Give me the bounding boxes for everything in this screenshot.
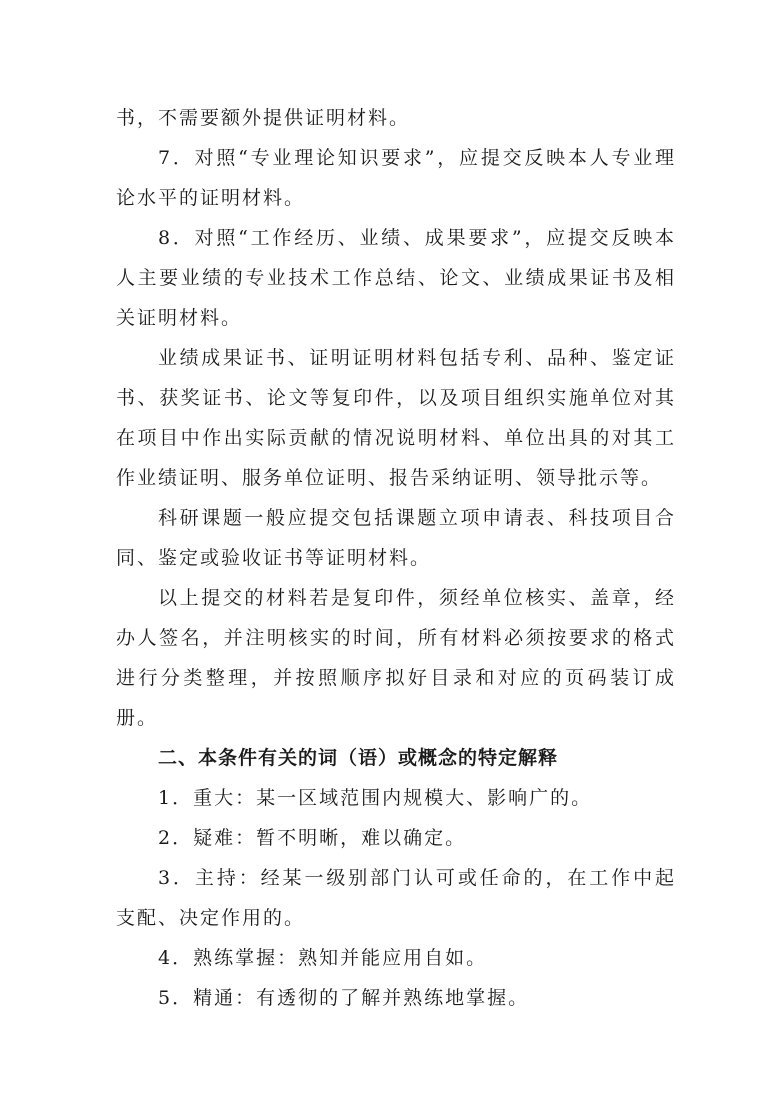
paragraph-continuation: 书，不需要额外提供证明材料。 — [116, 107, 411, 129]
definition-item-1: 1．重大：某一区域范围内规模大、影响广的。 — [158, 787, 593, 809]
definition-item-3: 3．主持：经某一级别部门认可或任命的，在工作中起支配、决定作用的。 — [116, 867, 676, 929]
definition-item-4: 4．熟练掌握：熟知并能应用自如。 — [158, 947, 488, 969]
definition-item-2: 2．疑难：暂不明晰，难以确定。 — [158, 827, 467, 849]
paragraph-research-projects: 科研课题一般应提交包括课题立项申请表、科技项目合同、鉴定或验收证书等证明材料。 — [116, 507, 676, 569]
paragraph-item-7: 7．对照“专业理论知识要求”，应提交反映本人专业理论水平的证明材料。 — [116, 147, 676, 209]
section-heading: 二、本条件有关的词（语）或概念的特定解释 — [158, 747, 559, 769]
paragraph-achievement-materials: 业绩成果证书、证明证明材料包括专利、品种、鉴定证书、获奖证书、论文等复印件，以及项目组织实施单位对其在项目中作出实际贡献的情况说明材料、单位出具的对其工作业绩证明、服务单位证明、报告采纳证明、领导批示等。 — [116, 347, 676, 489]
paragraph-copy-verification: 以上提交的材料若是复印件，须经单位核实、盖章，经办人签名，并注明核实的时间，所有材料必须按要求的格式进行分类整理，并按照顺序拟好目录和对应的页码装订成册。 — [116, 587, 676, 729]
definition-item-5: 5．精通：有透彻的了解并熟练地掌握。 — [158, 987, 530, 1009]
document-body — [116, 98, 676, 1018]
paragraph-item-8: 8．对照“工作经历、业绩、成果要求”，应提交反映本人主要业绩的专业技术工作总结、论文、业绩成果证书及相关证明材料。 — [116, 227, 676, 329]
